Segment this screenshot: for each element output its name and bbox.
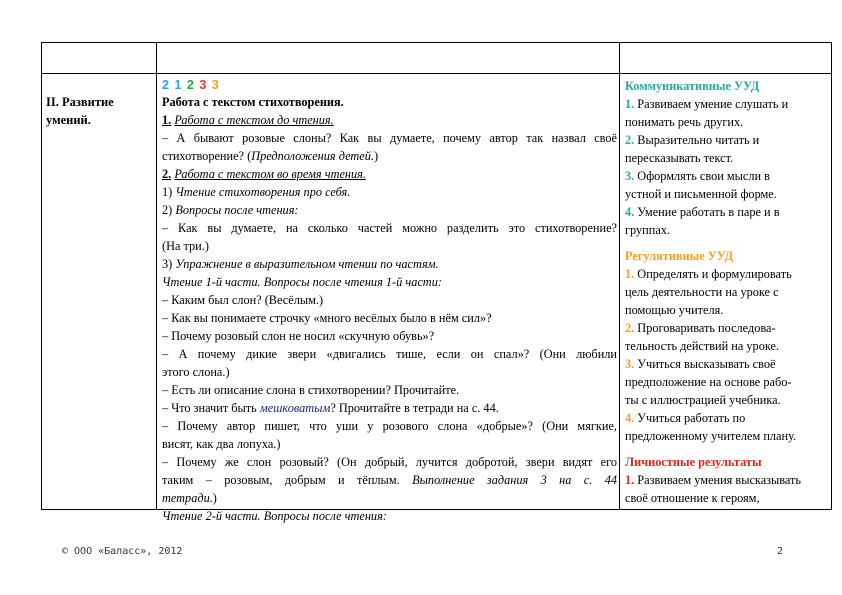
section-title-line: II. Развитие [46,95,114,109]
level-marker: 1 [174,78,183,92]
question-line: – Как вы думаете, на сколько частей можно разделить это стихотворение? [162,221,617,235]
uud-item: группах. [625,223,671,237]
question-line: этого слона.) [162,365,230,379]
subitem-heading: 3) Упражнение в выразительном чтении по частям. [162,257,439,271]
uud-item: 2. Проговаривать последова- [625,321,776,335]
question-line: – А почему дикие звери «двигались тише, если он спал»? (Они любили [162,347,617,361]
column-divider [619,43,620,509]
question-line: (На три.) [162,239,209,253]
uud-item: предложенному учителем плану. [625,429,797,443]
uud-item: 4. Умение работать в паре и в [625,205,780,219]
question-line: – Почему розовый слон не носил «скучную обувь»? [162,329,435,343]
uud-comm-title: Коммуникативные УУД [625,79,760,93]
uud-item: 3. Учиться высказывать своё [625,357,776,371]
uud-item: 4. Учиться работать по [625,411,746,425]
question-line: таким – розовым, добрым и тёплым. Выполнение задания 3 на с. 44 [162,473,617,487]
uud-item: 3. Оформлять свои мысли в [625,169,770,183]
question-line: – А бывают розовые слоны? Как вы думаете, почему автор так назвал своё [162,131,617,145]
item-heading: 1. Работа с текстом до чтения. [162,113,334,127]
uud-item: 1. Развиваем умения высказывать [625,473,802,487]
uud-item: тельность действий на уроке. [625,339,780,353]
question-line: – Как вы понимаете строчку «много весёлых было в нём сил»? [162,311,492,325]
uud-item: 2. Выразительно читать и [625,133,760,147]
activity-heading: Работа с текстом стихотворения. [162,95,344,109]
section-title [46,93,156,129]
uud-item: 1. Развиваем умение слушать и [625,97,789,111]
question-line: – Есть ли описание слона в стихотворении? Прочитайте. [162,383,460,397]
personal-results-title: Личностные результаты [625,455,762,469]
level-markers [162,77,617,93]
uud-item: ты с иллюстрацией учебника. [625,393,781,407]
row-divider [42,73,831,74]
uud-item: устной и письменной форме. [625,187,777,201]
uud-item: помощью учителя. [625,303,724,317]
part-heading: Чтение 2-й части. Вопросы после чтения: [162,509,387,523]
uud-item: пересказывать текст. [625,151,734,165]
footer-copyright: © ООО «Баласс», 2012 [62,546,183,557]
question-line: – Что значит быть мешковатым? Прочитайте в тетради на с. 44. [162,401,499,415]
level-marker: 3 [199,78,208,92]
activity-cell [162,77,617,525]
question-line: – Каким был слон? (Весёлым.) [162,293,324,307]
level-marker: 2 [186,78,195,92]
level-marker: 2 [162,78,170,92]
uud-cell [625,77,830,507]
uud-item: своё отношение к героям, [625,491,760,505]
uud-reg-title: Регулятивные УУД [625,249,734,263]
question-line: висят, как два лопуха.) [162,437,281,451]
level-marker: 3 [211,78,220,92]
highlighted-word: мешковатым [259,401,331,415]
lesson-table [41,42,832,523]
uud-item: цель деятельности на уроке с [625,285,779,299]
question-line: стихотворение? (Предположения детей.) [162,149,379,163]
question-line: тетради.) [162,491,217,505]
question-line: – Почему автор пишет, что уши у розового слона «добрые»? (Они мягкие, [162,419,617,433]
page-number: 2 [777,546,784,557]
uud-item: 1. Определять и формулировать [625,267,792,281]
subitem-heading: 2) Вопросы после чтения: [162,203,299,217]
subitem-heading: 1) Чтение стихотворения про себя. [162,185,351,199]
section-title-line: умений. [46,113,91,127]
uud-item: предположение на основе рабо- [625,375,792,389]
column-divider [156,43,157,509]
question-line: – Почему же слон розовый? (Он добрый, лучится добротой, звери видят его [162,455,617,469]
uud-item: понимать речь других. [625,115,744,129]
item-heading: 2. Работа с текстом во время чтения. [162,167,366,181]
part-heading: Чтение 1-й части. Вопросы после чтения 1-й части: [162,275,442,289]
